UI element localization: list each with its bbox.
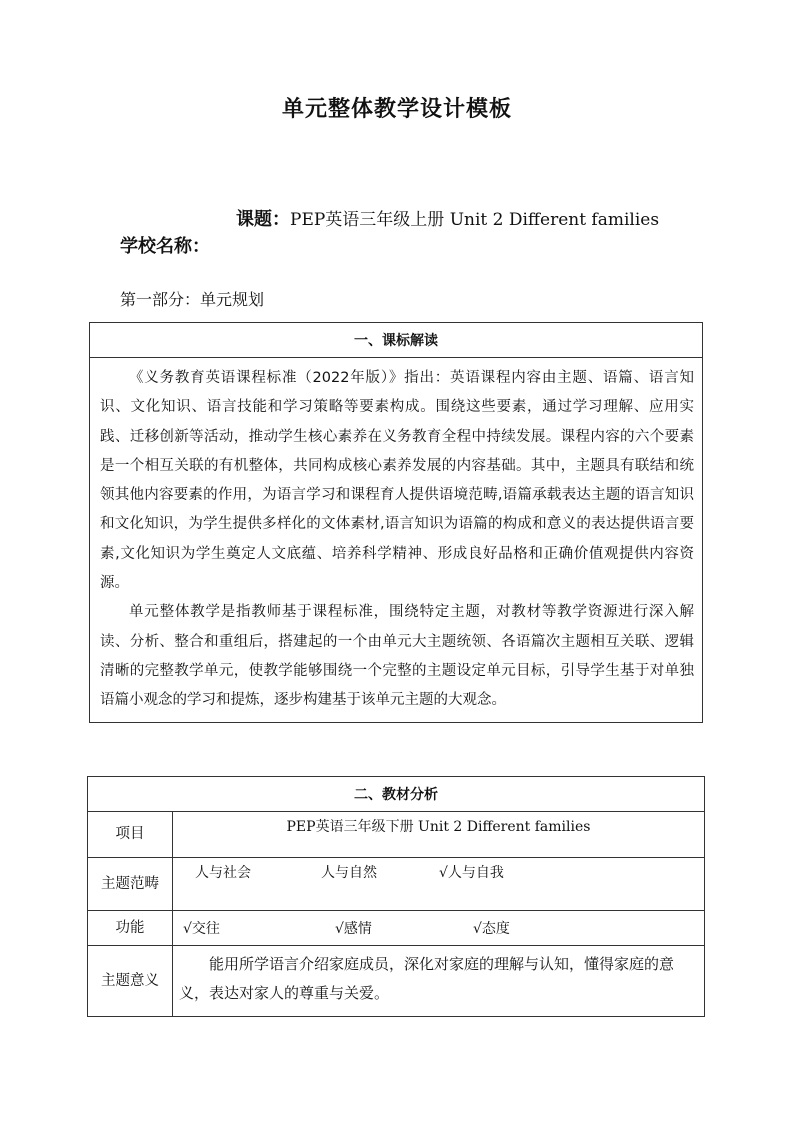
section1-heading: 一、课标解读	[90, 323, 703, 358]
course-value: PEP英语三年级上册 Unit 2 Different families	[290, 210, 660, 230]
curriculum-standard-table	[89, 322, 703, 723]
textbook-analysis-table	[87, 776, 705, 1017]
meaning-label: 主题意义	[88, 946, 173, 1017]
section2-heading: 二、教材分析	[88, 777, 705, 812]
function-option: √态度	[473, 921, 510, 937]
page-title: 单元整体教学设计模板	[281, 97, 512, 122]
meaning-value: 能用所学语言介绍家庭成员，深化对家庭的理解与认知，懂得家庭的意义，表达对家人的尊重与关爱。	[173, 946, 705, 1017]
function-option: √交往	[183, 921, 220, 937]
table-row	[88, 911, 705, 946]
course-label: 课题：	[236, 209, 290, 230]
category-option: 人与社会	[195, 865, 251, 881]
category-label: 主题范畴	[88, 858, 173, 911]
section1-body	[90, 358, 703, 723]
project-value: PEP英语三年级下册 Unit 2 Different families	[173, 812, 705, 858]
table-row	[88, 858, 705, 911]
table-row	[88, 812, 705, 858]
function-label: 功能	[88, 911, 173, 946]
part-heading: 第一部分：单元规划	[120, 290, 265, 309]
category-options	[173, 858, 705, 911]
function-option: √感情	[335, 921, 372, 937]
project-label: 项目	[88, 812, 173, 858]
category-option: √人与自我	[439, 865, 504, 881]
function-options	[173, 911, 705, 946]
table-row	[88, 946, 705, 1017]
course-line	[236, 205, 659, 231]
school-name-label: 学校名称：	[120, 236, 210, 257]
section1-paragraph-1: 《义务教育英语课程标准（2022年版）》指出：英语课程内容由主题、语篇、语言知识、文化知识、语言技能和学习策略等要素构成。围绕这些要素，通过学习理解、应用实践、迁移创新等活动，推动学生核心素养在义务教育全程中持续发展。课程内容的六个要素是一个相互关联的有机整体，共同构成核心素养发展的内容基础。其中，主题具有联结和统领其他内容要素的作用，为语言学习和课程育人提供语境范畴,语篇承载表达主题的语言知识和文化知识，为学生提供多样化的文体素材,语言知识为语篇的构成和意义的表达提供语言要素,文化知识为学生奠定人文底蕴、培养科学精神、形成良好品格和正确价值观提供内容资源。	[100, 370, 694, 592]
category-option: 人与自然	[321, 865, 377, 881]
section1-paragraph-2: 单元整体教学是指教师基于课程标准，围绕特定主题，对教材等教学资源进行深入解读、分析、整合和重组后，搭建起的一个由单元大主题统领、各语篇次主题相互关联、逻辑清晰的完整教学单元，使教学能够围绕一个完整的主题设定单元目标，引导学生基于对单独语篇小观念的学习和提炼，逐步构建基于该单元主题的大观念。	[100, 604, 694, 709]
